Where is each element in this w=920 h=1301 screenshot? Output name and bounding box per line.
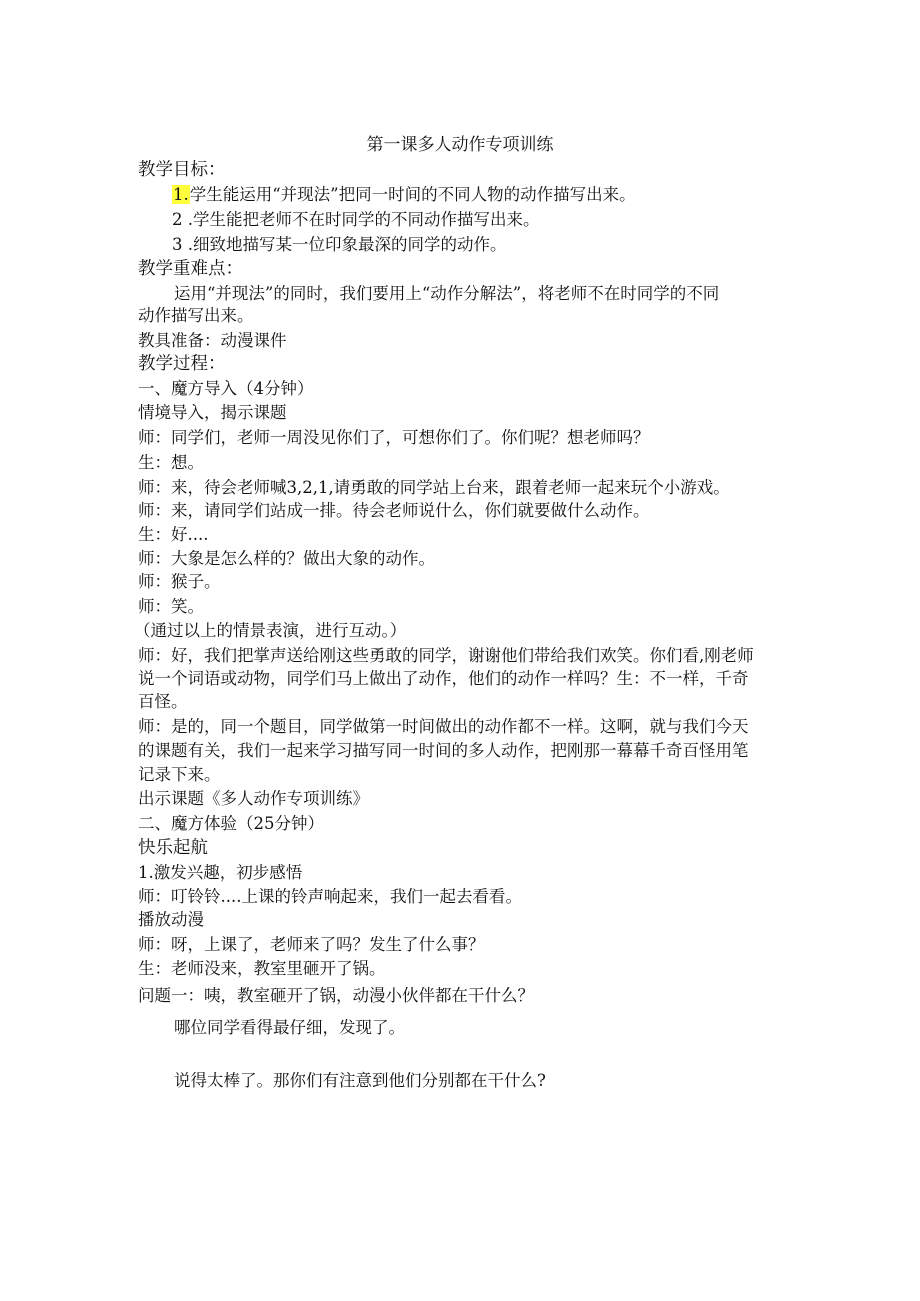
dialogue-line: 生：老师没来，教室里砸开了锅。 <box>138 959 386 978</box>
section-heading: 一、魔方导入（4分钟） <box>138 379 314 398</box>
dialogue-line: 师：来，请同学们站成一排。待会老师说什么，你们就要做什么动作。 <box>138 501 650 520</box>
dialogue-line: 问题一：咦，教室砸开了锅，动漫小伙伴都在干什么？ <box>138 986 534 1005</box>
dialogue-line: 师：猴子。 <box>138 572 221 591</box>
objective-3: 3 .细致地描写某一位印象最深的同学的动作。 <box>172 235 507 254</box>
document-title: 第一课多人动作专项训练 <box>366 135 554 155</box>
dialogue-line: 师：是的，同一个题目，同学做第一时间做出的动作都不一样。这啊，就与我们今天 <box>138 717 749 736</box>
key-points-line: 运用“并现法”的同时，我们要用上“动作分解法”，将老师不在时同学的不同 <box>174 284 720 303</box>
dialogue-line: （通过以上的情景表演，进行互动。） <box>134 621 407 640</box>
key-points-heading: 教学重难点： <box>138 259 243 279</box>
dialogue-line: 出示课题《多人动作专项训练》 <box>138 789 369 808</box>
dialogue-line: 师：大象是怎么样的？做出大象的动作。 <box>138 549 435 568</box>
objectives-heading: 教学目标： <box>138 160 226 180</box>
dialogue-line: 百怪。 <box>138 692 188 711</box>
objective-1 <box>172 187 636 204</box>
highlight-mark: 1. <box>173 185 189 204</box>
dialogue-line: 1.激发兴趣，初步感悟 <box>138 863 303 882</box>
dialogue-line: 说一个词语或动物，同学们马上做出了动作，他们的动作一样吗？生：不一样，千奇 <box>138 669 749 688</box>
dialogue-line: 生：想。 <box>138 453 204 472</box>
section-subheading: 情境导入，揭示课题 <box>138 403 287 422</box>
materials-line: 教具准备：动漫课件 <box>138 331 287 350</box>
dialogue-line: 播放动漫 <box>138 910 204 929</box>
section-heading: 二、魔方体验（25分钟） <box>138 814 324 833</box>
dialogue-line: 师：好，我们把掌声送给刚这些勇敢的同学，谢谢他们带给我们欢笑。你们看,刚老师 <box>138 646 754 665</box>
dialogue-line: 师：来，待会老师喊3,2,1,请勇敢的同学站上台来，跟着老师一起来玩个小游戏。 <box>138 478 730 497</box>
dialogue-line: 师：笑。 <box>138 597 204 616</box>
process-heading: 教学过程： <box>138 354 226 374</box>
objective-2: 2 .学生能把老师不在时同学的不同动作描写出来。 <box>172 210 540 229</box>
dialogue-line: 说得太棒了。那你们有注意到他们分别都在干什么? <box>174 1071 546 1090</box>
dialogue-line: 哪位同学看得最仔细，发现了。 <box>174 1018 405 1037</box>
dialogue-line: 生：好.... <box>138 525 209 544</box>
dialogue-line: 的课题有关，我们一起来学习描写同一时间的多人动作，把刚那一幕幕千奇百怪用笔 <box>138 741 749 760</box>
dialogue-line: 师：叮铃铃....上课的铃声响起来，我们一起去看看。 <box>138 887 522 906</box>
dialogue-line: 师：同学们，老师一周没见你们了，可想你们了。你们呢？想老师吗？ <box>138 428 650 447</box>
objective-1-text: 学生能运用“并现法”把同一时间的不同人物的动作描写出来。 <box>189 185 636 204</box>
section-subheading: 快乐起航 <box>138 838 208 858</box>
dialogue-line: 记录下来。 <box>138 765 221 784</box>
key-points-line: 动作描写出来。 <box>138 306 254 325</box>
dialogue-line: 师：呀，上课了，老师来了吗？发生了什么事？ <box>138 935 485 954</box>
